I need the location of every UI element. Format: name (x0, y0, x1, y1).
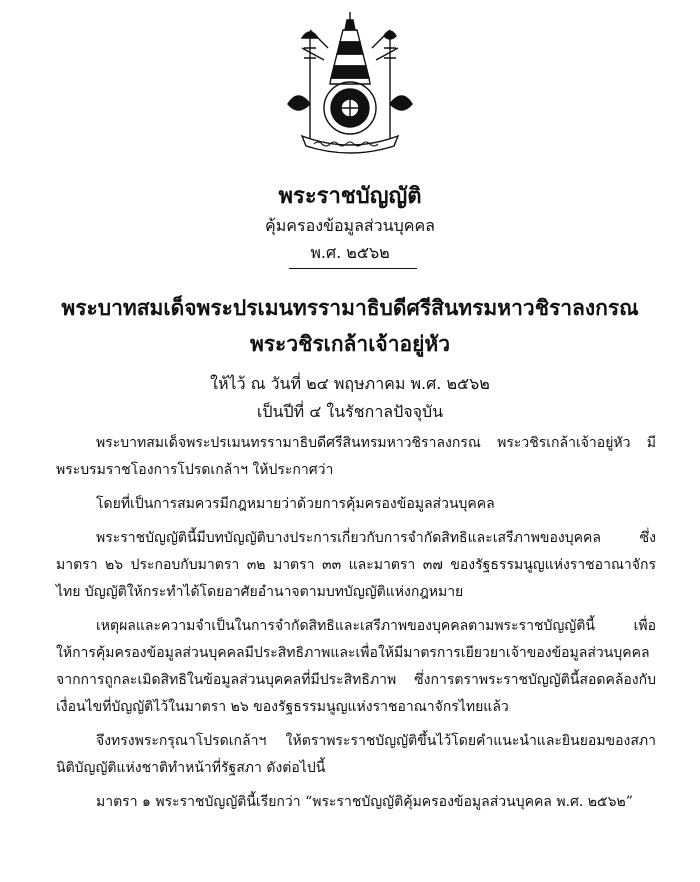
king-name-line-2: พระวชิรเกล้าเจ้าอยู่หัว (249, 331, 451, 356)
royal-seal-emblem-icon (280, 8, 420, 158)
given-date: ให้ไว้ ณ วันที่ ๒๔ พฤษภาคม พ.ศ. ๒๕๖๒ (210, 374, 490, 393)
title-divider (289, 268, 417, 269)
section-1: มาตรา ๑ พระราชบัญญัตินี้เรียกว่า “พระราชบัญญัติคุ้มครองข้อมูลส่วนบุคคล พ.ศ. ๒๕๖๒” (96, 794, 633, 810)
document-subtitle: คุ้มครองข้อมูลส่วนบุคคล (265, 216, 435, 235)
paragraph-reasons: เหตุผลและความจำเป็นในการจำกัดสิทธิและเสรีภาพของบุคคลตามพระราชบัญญัตินี้ เพื่อให้การคุ้มครองข้อมูลส่วนบุคคลมีประสิทธิภาพและเพื่อให้มีมาตรการเยียวยาเจ้าของข้อมูลส่วนบุคคลจากการถูกละเมิดสิทธิในข้อมูลส่วนบุคคลที่มีประสิทธิภาพ ซึ่งการตราพระราชบัญญัตินี้สอดคล้องกับเงื่อนไขที่บัญญัติไว้ในมาตรา ๒๖ ของรัฐธรรมนูญแห่งราชอาณาจักรไทยแล้ว (56, 618, 656, 715)
reign-year: เป็นปีที่ ๔ ในรัชกาลปัจจุบัน (256, 402, 444, 421)
paragraph-proclamation: พระบาทสมเด็จพระปรเมนทรรามาธิบดีศรีสินทรมหาวชิราลงกรณ พระวชิรเกล้าเจ้าอยู่หัว มีพระบรมราชโองการโปรดเกล้าฯ ให้ประกาศว่า (56, 435, 656, 478)
paragraph-purpose: โดยที่เป็นการสมควรมีกฎหมายว่าด้วยการคุ้มครองข้อมูลส่วนบุคคล (96, 496, 495, 512)
king-name-line-1: พระบาทสมเด็จพระปรเมนทรรามาธิบดีศรีสินทรมหาวชิราลงกรณ (61, 295, 639, 320)
act-preamble (56, 430, 656, 823)
document-year: พ.ศ. ๒๕๖๒ (310, 243, 390, 262)
document-title: พระราชบัญญัติ (278, 183, 422, 209)
paragraph-rights-limitation: พระราชบัญญัตินี้มีบทบัญญัติบางประการเกี่ยวกับการจำกัดสิทธิและเสรีภาพของบุคคล ซึ่งมาตรา ๒๖ ประกอบกับมาตรา ๓๒ มาตรา ๓๓ และมาตรา ๓๗ ของรัฐธรรมนูญแห่งราชอาณาจักรไทย บัญญัติให้กระทำได้โดยอาศัยอำนาจตามบทบัญญัติแห่งกฎหมาย (56, 530, 656, 600)
paragraph-enactment: จึงทรงพระกรุณาโปรดเกล้าฯ ให้ตราพระราชบัญญัติขึ้นไว้โดยคำแนะนำและยินยอมของสภานิติบัญญัติแห่งชาติทำหน้าที่รัฐสภา ดังต่อไปนี้ (56, 733, 656, 776)
